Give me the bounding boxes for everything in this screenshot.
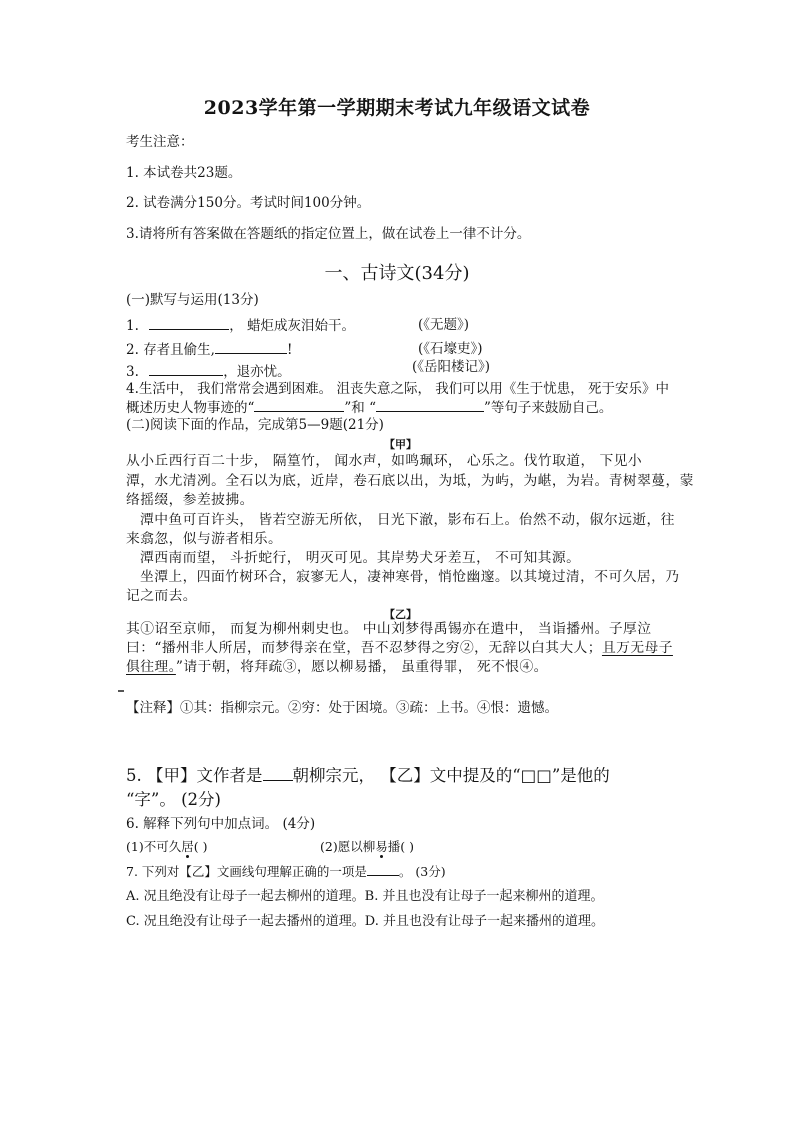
passage-line: 其①诏至京师， 而复为柳州刺史也。 中山刘梦得禹锡亦在遣中， 当诣播州。子厚泣 bbox=[126, 621, 652, 637]
passage-tag-yi: 【乙】 bbox=[384, 608, 417, 621]
question-7-options-row: C. 况且绝没有让母子一起去播州的道理。D. 并且也没有让母子一起来播州的道理。 bbox=[126, 914, 604, 929]
answer-blank[interactable] bbox=[149, 362, 223, 376]
question-1 bbox=[126, 316, 355, 335]
exam-title: 2023学年第一学期期末考试九年级语文试卷 bbox=[203, 97, 591, 119]
passage-line: 络摇缀，参差披拂。 bbox=[126, 492, 254, 508]
question-source: (《岳阳楼记》) bbox=[412, 359, 491, 375]
question-4-line1: 4.生活中， 我们常常会遇到困难。 沮丧失意之际， 我们可以用《生于忧患， 死于安乐》中 bbox=[126, 381, 670, 397]
question-text: 。 (3分) bbox=[398, 864, 446, 879]
passage-line: 坐潭上，四面竹树环合，寂寥无人，凄神寒骨，悄怆幽邃。以其境过清，不可久居，乃 bbox=[140, 569, 680, 585]
question-number: 1. bbox=[126, 318, 139, 334]
notice-item: 2. 试卷满分150分。考试时间100分钟。 bbox=[126, 195, 371, 211]
part2-title: (二)阅读下面的作品，完成第5—9题(21分) bbox=[126, 417, 384, 433]
notice-item: 3.请将所有答案做在答题纸的指定位置上，做在试卷上一律不计分。 bbox=[126, 226, 531, 242]
passage-line: 来翕忽，似与游者相乐。 bbox=[126, 531, 283, 547]
part1-title: (一)默写与运用(13分) bbox=[126, 292, 259, 308]
question-6-item-1 bbox=[126, 838, 207, 856]
question-text: 7. 下列对【乙】文画线句理解正确的一项是 bbox=[126, 864, 367, 879]
question-text: ，退亦忧。 bbox=[223, 364, 291, 380]
question-text: 朝柳宗元， 【乙】文中提及的“□□”是他的 bbox=[292, 766, 610, 785]
answer-paren[interactable]: ( ) bbox=[193, 839, 208, 854]
passage-line: 潭，水尤清冽。全石以为底，近岸，卷石底以出，为坻，为屿，为嵁，为岩。青树翠蔓，蒙 bbox=[126, 473, 694, 489]
question-text: ， 蜡炬成灰泪始干。 bbox=[229, 318, 355, 334]
question-6-item-2 bbox=[320, 838, 414, 856]
underlined-sentence: 且万无母子 bbox=[601, 640, 673, 656]
passage-line: 从小丘西行百二十步， 隔篁竹， 闻水声，如鸣珮环， 心乐之。伐竹取道， 下见小 bbox=[126, 453, 643, 469]
question-text: 概述历史人物事迹的“ bbox=[126, 400, 255, 416]
answer-blank[interactable] bbox=[215, 340, 287, 354]
question-text: ”等句子来鼓励自己。 bbox=[484, 400, 613, 416]
passage-text: 曰：“播州非人所居，而梦得亲在堂，吾不忍梦得之穷②，无辞以白其大人； bbox=[126, 640, 602, 656]
question-number: 2. bbox=[126, 342, 139, 358]
question-3 bbox=[126, 362, 291, 381]
passage-line: 潭西南而望， 斗折蛇行， 明灭可见。其岸势犬牙差互， 不可知其源。 bbox=[140, 550, 581, 566]
question-7-title bbox=[126, 863, 446, 881]
question-source: (《石壕吏》) bbox=[418, 341, 483, 357]
notice-heading: 考生注意： bbox=[126, 134, 194, 150]
notice-item: 1. 本试卷共23题。 bbox=[126, 165, 242, 181]
annotation: 【注释】①其：指柳宗元。②穷：处于困境。③疏：上书。④恨：遗憾。 bbox=[126, 700, 558, 716]
underlined-sentence: 俱往理。 bbox=[126, 659, 176, 675]
answer-blank[interactable] bbox=[367, 863, 399, 876]
question-text: 5. 【甲】文作者是 bbox=[126, 766, 263, 785]
scan-mark bbox=[118, 690, 124, 692]
passage-line bbox=[126, 639, 673, 657]
question-5-line2: “字”。 (2分) bbox=[126, 790, 221, 809]
answer-blank[interactable] bbox=[149, 316, 229, 330]
question-text: 存者且偷生, bbox=[143, 342, 215, 358]
question-text: ”和 “ bbox=[344, 400, 377, 416]
dotted-word: 易 bbox=[375, 839, 388, 854]
question-7-options-row: A. 况且绝没有让母子一起去柳州的道理。B. 并且也没有让母子一起来柳州的道理。 bbox=[126, 889, 604, 904]
question-4-line2 bbox=[126, 398, 612, 417]
question-number: 3. bbox=[126, 364, 139, 380]
question-2 bbox=[126, 340, 292, 359]
passage-tag-jia: 【甲】 bbox=[384, 438, 417, 451]
passage-text: ”请于朝，将拜疏③，愿以柳易播， 虽重得罪， 死不恨④。 bbox=[175, 659, 548, 675]
answer-blank[interactable] bbox=[254, 398, 344, 412]
question-5-line1 bbox=[126, 765, 610, 787]
dotted-word: 居 bbox=[181, 839, 194, 854]
question-6-title: 6. 解释下列句中加点词。 (4分) bbox=[126, 816, 316, 832]
section-title: 一、古诗文(34分) bbox=[324, 263, 470, 284]
passage-line bbox=[126, 658, 548, 676]
item-text: (2)愿以柳 bbox=[320, 839, 376, 854]
answer-blank[interactable] bbox=[263, 765, 293, 781]
answer-paren[interactable]: 播( ) bbox=[387, 839, 414, 854]
item-text: (1)不可久 bbox=[126, 839, 182, 854]
question-source: (《无题》) bbox=[418, 317, 470, 333]
answer-blank[interactable] bbox=[376, 398, 484, 412]
question-mark: ! bbox=[286, 342, 293, 358]
passage-line: 潭中鱼可百许头， 皆若空游无所依， 日光下澈，影布石上。佁然不动，俶尔远逝，往 bbox=[140, 512, 675, 528]
passage-line: 记之而去。 bbox=[126, 588, 197, 604]
